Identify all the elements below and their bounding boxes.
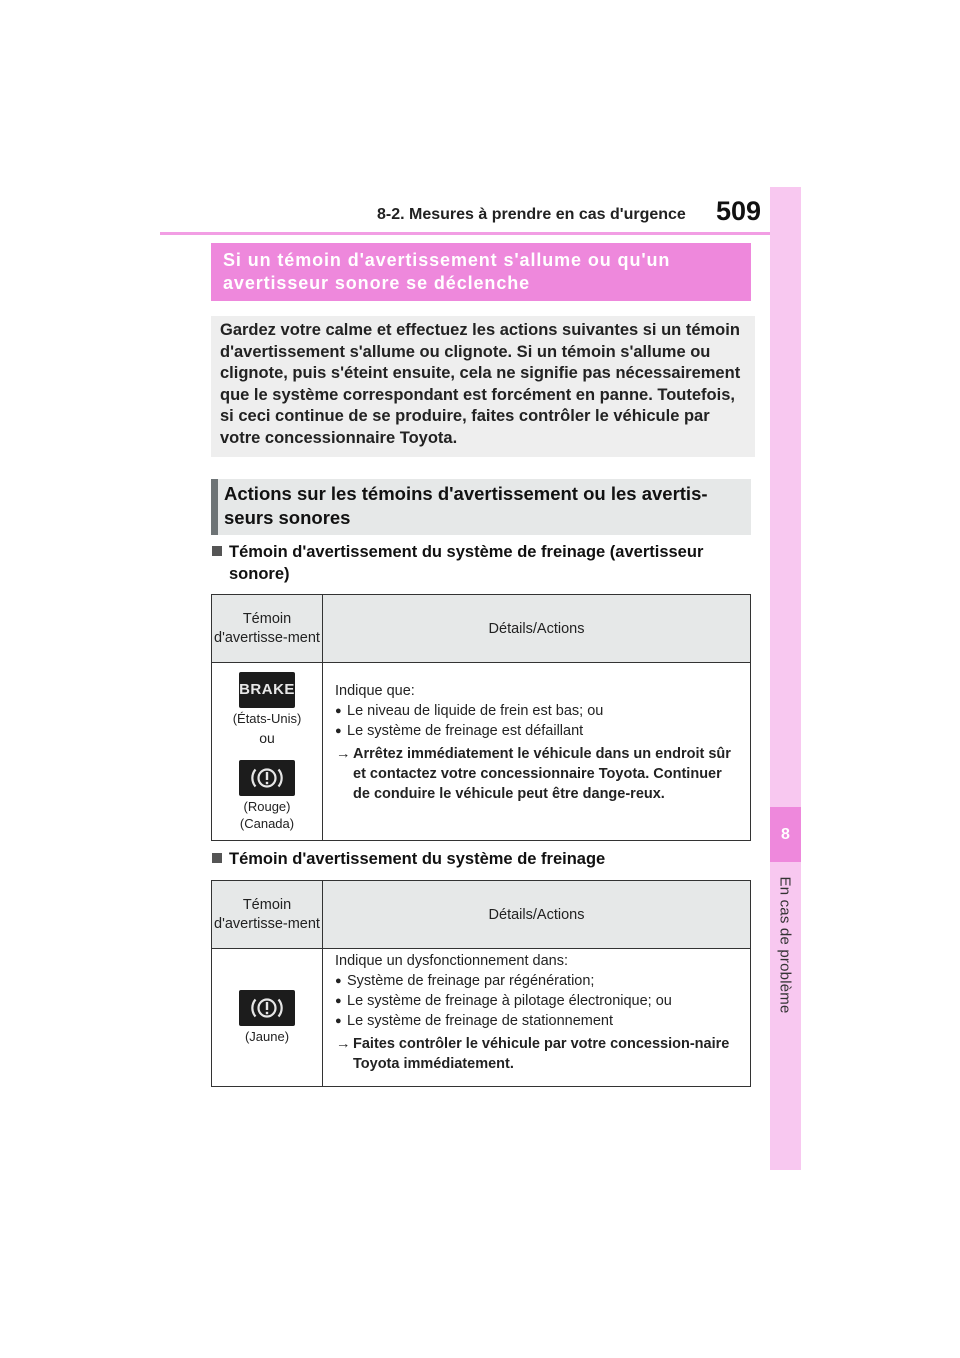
square-bullet-icon	[212, 546, 222, 556]
col-header-indicator: Témoin d'avertisse-ment	[212, 881, 323, 949]
details-cell	[323, 949, 751, 1087]
col-header-details: Détails/Actions	[323, 881, 751, 949]
col-header-details: Détails/Actions	[323, 595, 751, 663]
table-row	[212, 663, 751, 841]
details-cell	[323, 663, 751, 841]
table-row	[212, 949, 751, 1087]
action-instruction: → Arrêtez immédiatement le véhicule dans un endroit sûr et contactez votre concessionnaire Toyota. Continuer de conduire le véhicule peut être dange-reux.	[336, 746, 731, 802]
warning-table-brake	[211, 880, 751, 1087]
list-item: ● Le système de freinage à pilotage électronique; ou	[335, 991, 738, 1011]
running-header: 8-2. Mesures à prendre en cas d'urgence	[377, 206, 686, 223]
table-header-row	[212, 595, 751, 663]
label-red: (Rouge)	[243, 799, 291, 814]
list-item: ● Le niveau de liquide de frein est bas; ou	[335, 701, 738, 721]
topic-title: Si un témoin d'avertissement s'allume ou qu'un avertisseur sonore se déclenche	[211, 243, 751, 301]
label-yellow: (Jaune)	[244, 1029, 290, 1044]
details-intro: Indique que:	[335, 683, 415, 699]
square-bullet-icon	[212, 853, 222, 863]
intro-paragraph: Gardez votre calme et effectuez les actions suivantes si un témoin d'avertissement s'allume ou clignote. Si un témoin s'allume ou clignote, puis s'éteint ensuite, cela ne signifie pas nécessairement que le système correspondant est forcément en panne. Toutefois, si ceci continue de se produire, faites contrôler le véhicule par votre concessionnaire Toyota.	[211, 316, 755, 457]
list-item: ● Le système de freinage est défaillant	[335, 721, 738, 741]
col-header-indicator: Témoin d'avertisse-ment	[212, 595, 323, 663]
details-intro: Indique un dysfonctionnement dans:	[335, 953, 568, 969]
chapter-number: 8	[770, 807, 801, 862]
table-header-row	[212, 881, 751, 949]
subheading-brake-warning-buzzer: Témoin d'avertissement du système de freinage (avertisseur sonore)	[212, 541, 703, 585]
list-item: ● Le système de freinage de stationnement	[335, 1011, 738, 1031]
arrow-icon: →	[336, 1036, 351, 1052]
list-item: ● Système de freinage par régénération;	[335, 971, 738, 991]
header-rule	[160, 232, 770, 235]
section-heading: Actions sur les témoins d'avertissement ou les avertis-seurs sonores	[211, 479, 751, 535]
brake-circle-warning-icon	[239, 760, 295, 796]
brake-warning-icon: BRAKE	[239, 672, 295, 708]
label-or: ou	[259, 730, 275, 746]
label-canada: (Canada)	[239, 816, 295, 831]
indicator-cell	[212, 663, 323, 841]
indicator-cell	[212, 949, 323, 1087]
arrow-icon: →	[336, 746, 351, 762]
label-us: (États-Unis)	[232, 711, 302, 726]
subheading-brake-warning: Témoin d'avertissement du système de freinage	[212, 848, 605, 870]
action-instruction: → Faites contrôler le véhicule par votre concession-naire Toyota immédiatement.	[336, 1036, 730, 1072]
brake-circle-warning-icon	[239, 990, 295, 1026]
warning-table-brake-buzzer	[211, 594, 751, 841]
chapter-label: En cas de problème	[776, 876, 794, 1014]
chapter-side-tab	[770, 187, 801, 1170]
page-number: 509	[716, 196, 762, 226]
